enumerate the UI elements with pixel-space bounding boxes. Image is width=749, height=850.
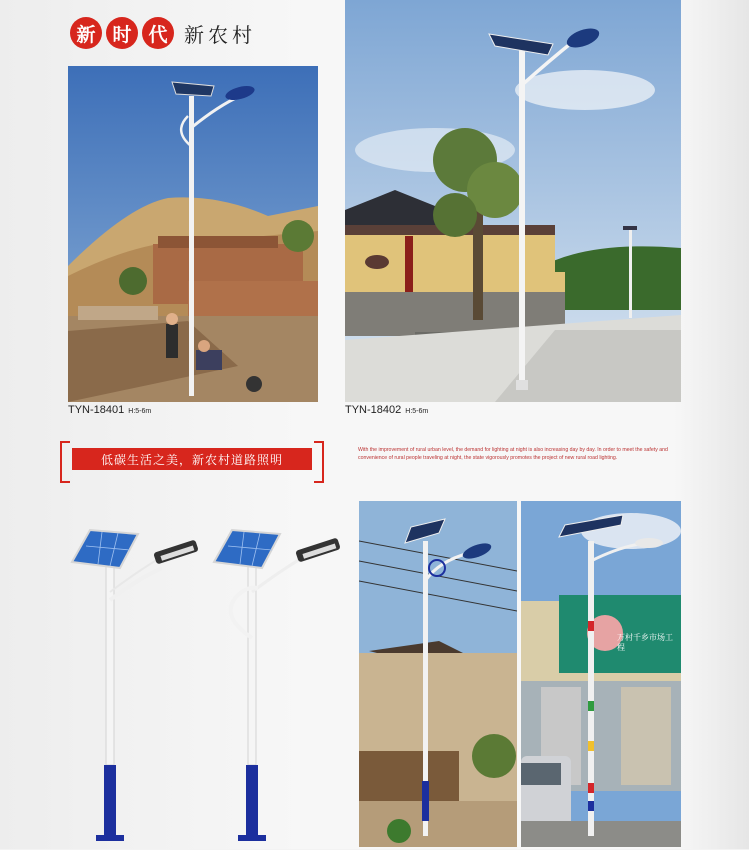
photo-mud-wall bbox=[359, 501, 517, 847]
product-height-1: H:5-6m bbox=[128, 408, 152, 415]
page-heading bbox=[70, 16, 256, 50]
photo-shop-street bbox=[521, 501, 681, 847]
heading-plain-text: 新农村 bbox=[184, 22, 256, 47]
slogan-text: 低碳生活之美，新农村道路照明 bbox=[72, 448, 312, 470]
slogan-bracket-right bbox=[314, 441, 324, 483]
slogan-bracket-left bbox=[60, 441, 70, 483]
heading-char-3: 代 bbox=[142, 17, 174, 49]
heading-char-2: 时 bbox=[106, 17, 138, 49]
product-code-2: TYN-18402 bbox=[345, 404, 402, 416]
photo-village-hill bbox=[68, 66, 318, 402]
photo-temple-road bbox=[345, 0, 681, 402]
description-paragraph: With the improvement of rural urban level, the demand for lighting at night is also increasing day by day. In order to meet the safety and convenience of rural people traveling at night, the state vigorously promotes the project of new rural road lighting. bbox=[358, 447, 668, 461]
signboard-text: 万村千乡市场工程 bbox=[617, 633, 673, 652]
product-caption-1 bbox=[68, 404, 151, 416]
product-render-1 bbox=[66, 520, 206, 850]
heading-char-1: 新 bbox=[70, 17, 102, 49]
product-code-1: TYN-18401 bbox=[68, 404, 125, 416]
product-height-2: H:5-6m bbox=[405, 408, 429, 415]
product-caption-2 bbox=[345, 404, 428, 416]
slogan-box bbox=[60, 441, 324, 479]
product-render-2 bbox=[208, 520, 348, 850]
